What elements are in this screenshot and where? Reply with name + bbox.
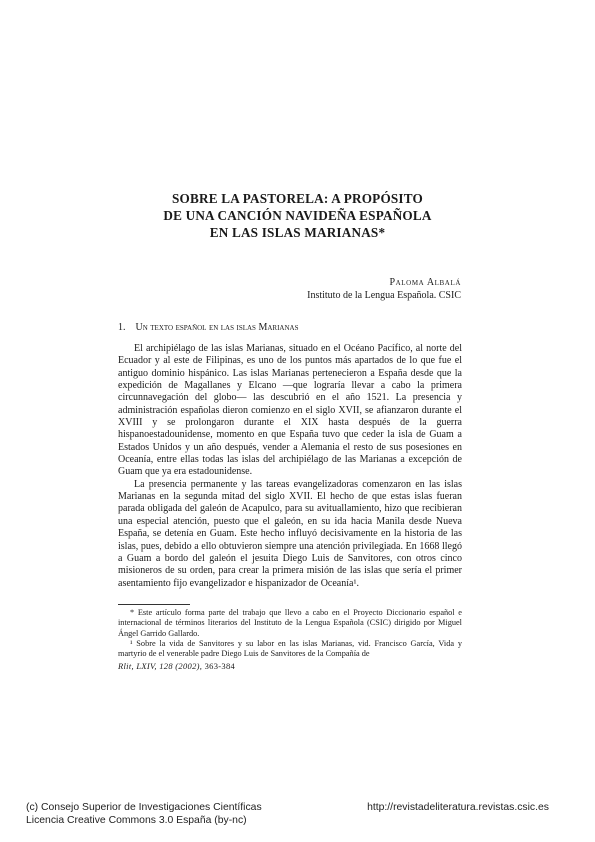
title-line-3: EN LAS ISLAS MARIANAS* [209,225,386,240]
journal-url[interactable]: http://revistadeliteratura.revistas.csic.es [367,802,549,813]
footnote-1: ¹ Sobre la vida de Sanvitores y su labor en las islas Marianas, vid. Francisco García, Vida y martyrio de el venerable padre Diego Luis de Sanvitores de la Compañía de [118,638,462,659]
section-heading [118,321,298,334]
journal-reference [118,661,235,672]
section-title: Un texto español en las islas Marianas [135,322,299,333]
footnote-separator [118,604,190,605]
paragraph-2: La presencia permanente y las tareas evangelizadoras comenzaron en las islas Marianas en la segunda mitad del siglo XVII. El hecho de que estas islas fueran parada obligada del galeón de Acapulco, para su avituallamiento, hizo que recibieran una especial atención, puesto que el galeón, en su ida hacia Manila desde Nueva España, se detenía en Guam. Este hecho influyó decisivamente en la historia de las islas, pues, debido a ello obtuvieron siempre una atención privilegiada. En 1668 llegó a Guam a bordo del galeón el jesuita Diego Luis de Sanvitores, con otros cinco misioneros de su orden, para crear la primera misión de las islas que sería el primer asentamiento fijo evangelizador e hispanizador de Oceanía¹. [118,478,462,589]
license-footer [26,801,262,827]
section-number: 1. [118,322,126,333]
article-title [0,190,595,241]
author-block [307,276,461,302]
copyright-line: (c) Consejo Superior de Investigaciones Científicas [26,802,262,813]
body-text [118,343,462,590]
title-line-2: DE UNA CANCIÓN NAVIDEÑA ESPAÑOLA [163,208,432,223]
author-affiliation: Instituto de la Lengua Española. CSIC [307,290,461,301]
title-line-1: SOBRE LA PASTORELA: A PROPÓSITO [172,191,423,206]
license-line: Licencia Creative Commons 3.0 España (by-nc) [26,815,247,826]
journal-name: Rlit, LXIV, 128 (2002), [118,661,203,671]
journal-pages: 363-384 [204,661,236,671]
author-name: Paloma Albalá [389,277,461,288]
footnote-star: * Este artículo forma parte del trabajo que llevo a cabo en el Proyecto Diccionario español e internacional de términos literarios del Instituto de la Lengua Española (CSIC) dirigido por Miguel Ángel Garrido Gallardo. [118,608,462,638]
footnotes [118,608,462,659]
paragraph-1: El archipiélago de las islas Marianas, situado en el Océano Pacífico, al norte del Ecuador y al este de Filipinas, es uno de los puntos más apartados de lo que fue el antiguo dominio hispánico. Las islas Marianas pertenecieron a España desde que la expedición de Magallanes y Elcano —que lograría llevar a cabo la primera circunnavegación del globo— las descubrió en el año 1521. La presencia y administración españolas dieron comienzo en el siglo XVII, se afianzaron durante el XVIII y se prolongaron durante el XIX hasta después de la guerra hispanoestadounidense, momento en que España tuvo que ceder la isla de Guam a Estados Unidos y un año después, vender a Alemania el resto de sus posesiones en Oceanía, entre ellas todas las islas del archipiélago de las Marianas a excepción de Guam que ya era estadounidense. [118,343,462,478]
